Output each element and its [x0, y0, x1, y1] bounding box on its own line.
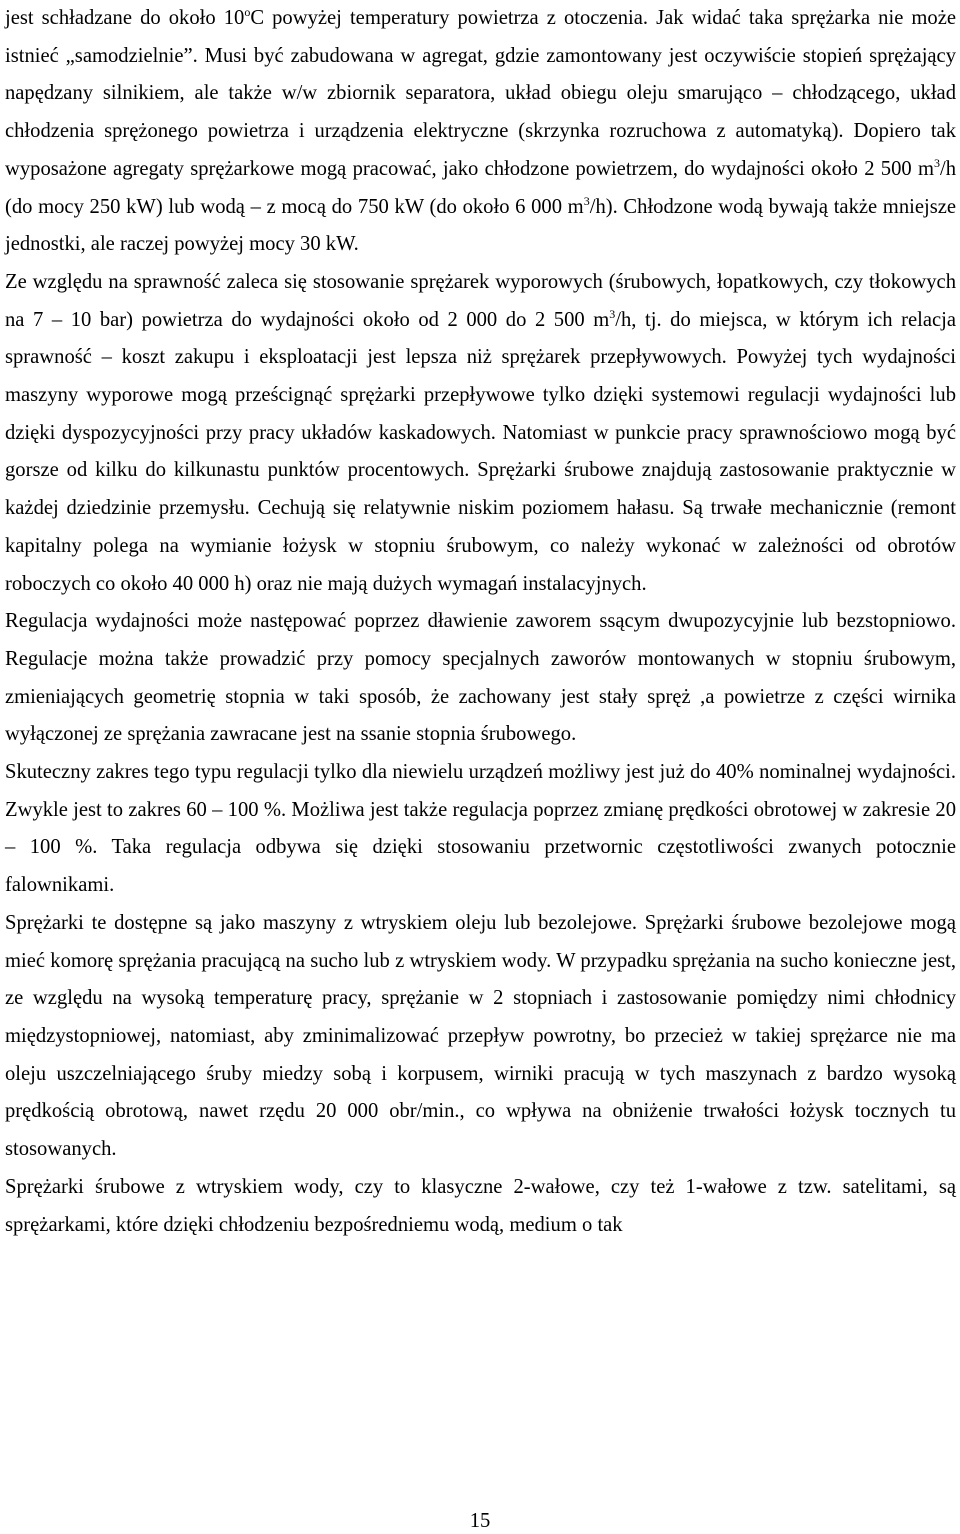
paragraph-water-injection [5, 1169, 956, 1244]
page-number: 15 [469, 1510, 491, 1532]
text-span: Sprężarki śrubowe z wtryskiem wody, czy to klasyczne 2-wałowe, czy też 1-wałowe z tzw. satelitami, są sprężarkami, które dzięki chłodzeniu bezpośredniemu wodą, medium o tak [5, 1175, 956, 1236]
paragraph-air-cooling-aggregates [5, 0, 956, 264]
text-span: C powyżej temperatury powietrza z otoczenia. Jak widać taka sprężarka nie może istnieć „samodzielnie”. Musi być zabudowana w agregat, gdzie zamontowany jest oczywiście stopień sprężający napędzany silnikiem, ale także w/w zbiornik separatora, układ obiegu oleju smarująco – chłodzącego, układ chłodzenia sprężonego powietrza i urządzenia elektryczne (skrzynka rozruchowa z automatyką). Dopiero tak wyposażone agregaty sprężarkowe mogą pracować, jako chłodzone powietrzem, do wydajności około 2 500 m [5, 7, 957, 180]
text-span: /h (do mocy 250 kW) lub wodą – z mocą do 750 kW (do około 6 000 m [5, 157, 956, 218]
text-span: /h). Chłodzone wodą bywają także mniejsze jednostki, ale raczej powyżej mocy 30 kW. [5, 195, 957, 256]
superscript-degree: o [244, 5, 251, 19]
text-span: Skuteczny zakres tego typu regulacji tylko dla niewielu urządzeń możliwy jest już do 40% nominalnej wydajności. Zwykle jest to zakres 60 – 100 %. Możliwa jest także regulacja poprzez zmianę prędkości obrotowej w zakresie 20 – 100 %. Taka regulacja odbywa się dzięki stosowaniu przetwornic częstotliwości zwanych potocznie falownikami. [5, 761, 956, 897]
text-span: jest schładzane do około 10 [5, 7, 245, 29]
paragraph-regulation-range [5, 754, 956, 905]
text-span: Sprężarki te dostępne są jako maszyny z wtryskiem oleju lub bezolejowe. Sprężarki śrubowe bezolejowe mogą mieć komorę sprężania pracującą na sucho lub z wtryskiem wody. W przypadku sprężania na sucho konieczne jest, ze względu na wysoką temperaturę pracy, sprężanie w 2 stopniach i zastosowanie pomiędzy nimi chłodnicy międzystopniowej, natomiast, aby zminimalizować przepływ powrotny, bo przecież w takiej sprężarce nie ma oleju uszczelniającego śruby miedzy sobą i korpusem, wirniki pracują w tych maszynach z bardzo wysoką prędkością obrotową, nawet rzędu 20 000 obr/min., co wpływa na obniżenie trwałości łożysk tocznych tu stosowanych. [5, 911, 956, 1161]
text-span: Regulacja wydajności może następować poprzez dławienie zaworem ssącym dwupozycyjnie lub bezstopniowo. Regulacje można także prowadzić przy pomocy specjalnych zaworów montowanych w stopniu śrubowym, zmieniających geometrię stopnia w taki sposób, że zachowany jest stały spręż ,a powietrze z części wirnika wyłączonej ze sprężania zawracane jest na ssanie stopnia śrubowego. [5, 610, 956, 746]
text-span: Ze względu na sprawność zaleca się stosowanie sprężarek wyporowych (śrubowych, łopatkowych, czy tłokowych na 7 – 10 bar) powietrza do wydajności około od 2 000 do 2 500 m [5, 270, 956, 331]
paragraph-capacity-regulation [5, 603, 956, 754]
text-span: /h, tj. do miejsca, w którym ich relacja sprawność – koszt zakupu i eksploatacji jest lepsza niż sprężarek przepływowych. Powyżej tych wydajności maszyny wyporowe mogą prześcignąć sprężarki przepływowe tylko dzięki systemowi regulacji wydajności lub dzięki dyspozycyjności przy pracy układów kaskadowych. Natomiast w punkcie pracy sprawnościowo mogą być gorsze od kilku do kilkunastu punktów procentowych. Sprężarki śrubowe znajdują zastosowanie praktycznie w każdej dziedzinie przemysłu. Cechują się relatywnie niskim poziomem hałasu. Są trwałe mechanicznie (remont kapitalny polega na wymianie łożysk w stopniu śrubowym, co należy wykonać w zależności od obrotów roboczych co około 40 000 h) oraz nie mają dużych wymagań instalacyjnych. [5, 308, 956, 595]
superscript-cubic: 3 [609, 306, 616, 321]
paragraph-oil-free-compressors [5, 905, 956, 1169]
superscript-cubic: 3 [583, 193, 590, 208]
superscript-cubic: 3 [933, 155, 940, 170]
document-body [5, 0, 956, 1244]
paragraph-efficiency [5, 264, 956, 603]
